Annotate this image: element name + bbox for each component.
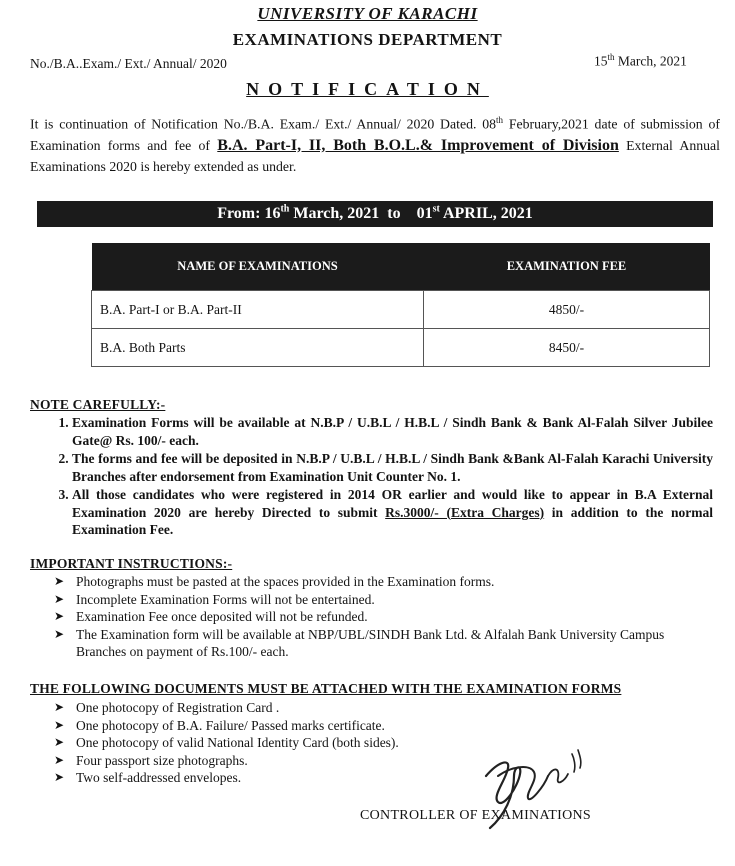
arrow-bullet-icon: ➤ bbox=[54, 717, 65, 732]
department-name: EXAMINATIONS DEPARTMENT bbox=[232, 30, 503, 49]
list-item bbox=[50, 717, 550, 735]
notes-heading: NOTE CAREFULLY:- bbox=[30, 397, 166, 412]
intro-part-1: It is continuation of Notification No./B.A. Exam./ Ext./ Annual/ 2020 Dated. 08 bbox=[30, 116, 497, 132]
document-text: Two self-addressed envelopes. bbox=[76, 770, 242, 785]
intro-paragraph bbox=[30, 110, 720, 177]
intro-superscript: th bbox=[496, 115, 504, 125]
from-mid: March, 2021 to 01 bbox=[289, 205, 433, 222]
arrow-bullet-icon: ➤ bbox=[54, 700, 65, 714]
from-sup-2: st bbox=[432, 203, 440, 215]
list-item bbox=[50, 608, 715, 626]
instructions-heading: IMPORTANT INSTRUCTIONS:- bbox=[30, 556, 233, 571]
arrow-bullet-icon: ➤ bbox=[54, 609, 65, 623]
exam-name-cell: B.A. Part-I or B.A. Part-II bbox=[92, 291, 424, 329]
document-text: Four passport size photographs. bbox=[76, 752, 248, 768]
list-item bbox=[50, 591, 715, 609]
date-suffix: th bbox=[607, 52, 615, 62]
list-item: 2. The forms and fee will be deposited in N.B.P / U.B.L / H.B.L / Sindh Bank &Bank Al-Falah Karachi University Branches after endorsement from Examination Unit Counter No. 1. bbox=[72, 450, 713, 485]
reference-number: No./B.A..Exam./ Ext./ Annual/ 2020 bbox=[30, 56, 227, 71]
controller-signature-label: CONTROLLER OF EXAMINATIONS bbox=[360, 808, 592, 823]
documents-heading: THE FOLLOWING DOCUMENTS MUST BE ATTACHED WITH THE EXAMINATION FORMS bbox=[30, 681, 622, 696]
exam-fee-cell: 8450/- bbox=[424, 329, 710, 367]
university-name: UNIVERSITY OF KARACHI bbox=[257, 4, 478, 23]
intro-part-2: February,2021 date of submission of Examination forms and fee of bbox=[30, 116, 720, 153]
date-month-year: March, 2021 bbox=[614, 53, 687, 69]
fee-table bbox=[91, 243, 710, 367]
instruction-text: Photographs must be pasted at the spaces provided in the Examination forms. bbox=[76, 574, 495, 589]
instructions-list bbox=[50, 573, 715, 661]
document-text: One photocopy of valid National Identity Card (both sides). bbox=[76, 735, 399, 750]
fee-table-header bbox=[92, 243, 710, 291]
header-exam-name: NAME OF EXAMINATIONS bbox=[92, 243, 424, 291]
arrow-bullet-icon: ➤ bbox=[54, 574, 65, 588]
from-sup-1: th bbox=[280, 203, 290, 215]
arrow-bullet-icon: ➤ bbox=[54, 770, 65, 784]
date-day: 15 bbox=[594, 53, 608, 69]
note-3-text-a: All those candidates who were registered in 2014 OR earlier and would like to appear in B.A External Examination 2020 are hereby Directed to submit bbox=[72, 487, 713, 520]
list-item bbox=[72, 486, 713, 539]
note-3-text-c: in addition to the normal Examination Fee. bbox=[72, 504, 713, 537]
exam-name-cell: B.A. Both Parts bbox=[92, 329, 424, 367]
intro-part-3: External Annual Examinations 2020 is hereby extended as under. bbox=[30, 137, 720, 174]
table-row bbox=[92, 291, 710, 329]
notification-date bbox=[594, 52, 687, 70]
document-text: One photocopy of B.A. Failure/ Passed marks certificate. bbox=[76, 717, 385, 733]
arrow-bullet-icon: ➤ bbox=[54, 752, 65, 767]
exam-fee-cell: 4850/- bbox=[424, 291, 710, 329]
instruction-text: The Examination form will be available at NBP/UBL/SINDH Bank Ltd. & Alfalah Bank University Campus Branches on payment of Rs.100/- each. bbox=[76, 626, 665, 659]
instruction-text: Incomplete Examination Forms will not be entertained. bbox=[76, 591, 375, 607]
from-end: APRIL, 2021 bbox=[439, 205, 533, 222]
arrow-bullet-icon: ➤ bbox=[54, 591, 65, 606]
document-text: One photocopy of Registration Card . bbox=[76, 700, 280, 715]
intro-emphasis: B.A. Part-I, II, Both B.O.L.& Improvement of Division bbox=[217, 136, 619, 154]
table-row bbox=[92, 329, 710, 367]
list-item bbox=[50, 626, 715, 661]
list-item bbox=[50, 573, 715, 591]
notes-list bbox=[30, 414, 713, 540]
instruction-text: Examination Fee once deposited will not be refunded. bbox=[76, 609, 368, 624]
extra-charges: Rs.3000/- (Extra Charges) bbox=[385, 504, 545, 520]
arrow-bullet-icon: ➤ bbox=[54, 735, 65, 749]
page-title: NOTIFICATION bbox=[246, 79, 489, 99]
list-item bbox=[50, 699, 550, 717]
arrow-bullet-icon: ➤ bbox=[54, 626, 65, 641]
date-range-banner bbox=[37, 201, 713, 227]
list-item: 1. Examination Forms will be available at N.B.P / U.B.L / H.B.L / Sindh Bank & Bank Al-Falah Silver Jubilee Gate@ Rs. 100/- each. bbox=[72, 414, 713, 449]
from-label: From: 16 bbox=[217, 205, 281, 222]
header-exam-fee: EXAMINATION FEE bbox=[424, 243, 710, 291]
